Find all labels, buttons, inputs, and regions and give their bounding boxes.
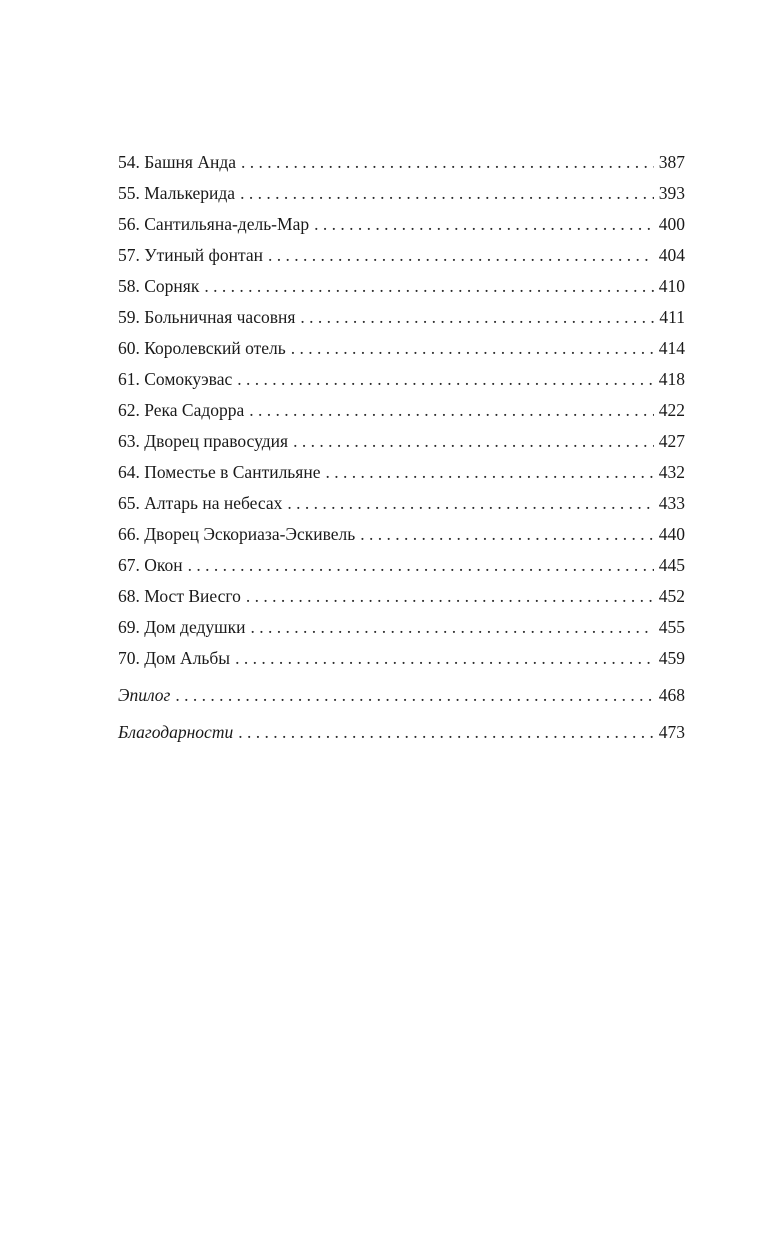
dot-leader bbox=[293, 429, 654, 453]
toc-entry-title: 64. Поместье в Сантильяне bbox=[118, 462, 321, 482]
toc-entry-page: 410 bbox=[658, 276, 685, 296]
dot-leader bbox=[235, 646, 654, 670]
toc-entry-title: 66. Дворец Эскориаза-Эскивель bbox=[118, 524, 356, 544]
toc-entry-title: 70. Дом Альбы bbox=[118, 648, 231, 668]
dot-leader bbox=[325, 460, 653, 484]
toc-entry-title: Эпилог bbox=[118, 685, 171, 705]
toc-entry-60 bbox=[118, 336, 685, 367]
toc-entry-page: 418 bbox=[658, 369, 685, 389]
toc-entry-page: 473 bbox=[658, 722, 685, 742]
dot-leader bbox=[240, 181, 654, 205]
dot-leader bbox=[249, 398, 653, 422]
dot-leader bbox=[238, 720, 654, 744]
toc-entry-page: 459 bbox=[658, 648, 685, 668]
dot-leader bbox=[268, 243, 654, 267]
toc-entry-page: 422 bbox=[658, 400, 685, 420]
toc-entry-title: 61. Сомокуэвас bbox=[118, 369, 233, 389]
table-of-contents bbox=[118, 150, 685, 751]
toc-entry-68 bbox=[118, 584, 685, 615]
dot-leader bbox=[175, 683, 653, 707]
toc-entry-title: 69. Дом дедушки bbox=[118, 617, 246, 637]
toc-entry-title: 54. Башня Анда bbox=[118, 152, 237, 172]
toc-entry-title: 60. Королевский отель bbox=[118, 338, 286, 358]
dot-leader bbox=[251, 615, 654, 639]
dot-leader bbox=[287, 491, 653, 515]
toc-entry-title: 59. Больничная часовня bbox=[118, 307, 296, 327]
toc-entry-page: 404 bbox=[658, 245, 685, 265]
toc-entry-title: 58. Сорняк bbox=[118, 276, 200, 296]
toc-entry-69 bbox=[118, 615, 685, 646]
toc-entry-55 bbox=[118, 181, 685, 212]
toc-entry-epilogue bbox=[118, 683, 685, 714]
dot-leader bbox=[241, 150, 654, 174]
toc-entry-63 bbox=[118, 429, 685, 460]
toc-entry-title: 57. Утиный фонтан bbox=[118, 245, 263, 265]
toc-entry-page: 455 bbox=[658, 617, 685, 637]
toc-entry-page: 468 bbox=[658, 685, 685, 705]
toc-entry-page: 445 bbox=[658, 555, 685, 575]
toc-entry-54 bbox=[118, 150, 685, 181]
toc-entry-65 bbox=[118, 491, 685, 522]
toc-entry-page: 440 bbox=[658, 524, 685, 544]
toc-entry-title: 55. Малькерида bbox=[118, 183, 236, 203]
toc-entry-56 bbox=[118, 212, 685, 243]
toc-entry-57 bbox=[118, 243, 685, 274]
toc-entry-page: 432 bbox=[658, 462, 685, 482]
toc-entry-page: 452 bbox=[658, 586, 685, 606]
dot-leader bbox=[237, 367, 654, 391]
toc-entry-64 bbox=[118, 460, 685, 491]
toc-entry-title: 62. Река Садорра bbox=[118, 400, 245, 420]
dot-leader bbox=[314, 212, 654, 236]
toc-entry-page: 433 bbox=[658, 493, 685, 513]
toc-entry-title: 56. Сантильяна-дель-Мар bbox=[118, 214, 310, 234]
toc-entry-62 bbox=[118, 398, 685, 429]
dot-leader bbox=[300, 305, 654, 329]
dot-leader bbox=[291, 336, 654, 360]
toc-entry-title: 67. Окон bbox=[118, 555, 183, 575]
dot-leader bbox=[188, 553, 654, 577]
toc-entry-title: 65. Алтарь на небесах bbox=[118, 493, 283, 513]
toc-entry-title: 63. Дворец правосудия bbox=[118, 431, 289, 451]
toc-entry-59 bbox=[118, 305, 685, 336]
toc-entry-page: 414 bbox=[658, 338, 685, 358]
toc-entry-66 bbox=[118, 522, 685, 553]
dot-leader bbox=[360, 522, 654, 546]
toc-entry-61 bbox=[118, 367, 685, 398]
toc-entry-page: 393 bbox=[658, 183, 685, 203]
dot-leader bbox=[204, 274, 653, 298]
toc-entry-70 bbox=[118, 646, 685, 677]
toc-entry-title: 68. Мост Виесго bbox=[118, 586, 241, 606]
toc-entry-67 bbox=[118, 553, 685, 584]
toc-entry-title: Благодарности bbox=[118, 722, 234, 742]
toc-entry-page: 427 bbox=[658, 431, 685, 451]
toc-entry-58 bbox=[118, 274, 685, 305]
dot-leader bbox=[246, 584, 654, 608]
toc-entry-page: 387 bbox=[658, 152, 685, 172]
toc-entry-page: 400 bbox=[658, 214, 685, 234]
toc-entry-acknowledgements bbox=[118, 720, 685, 751]
toc-entry-page: 411 bbox=[659, 307, 685, 327]
